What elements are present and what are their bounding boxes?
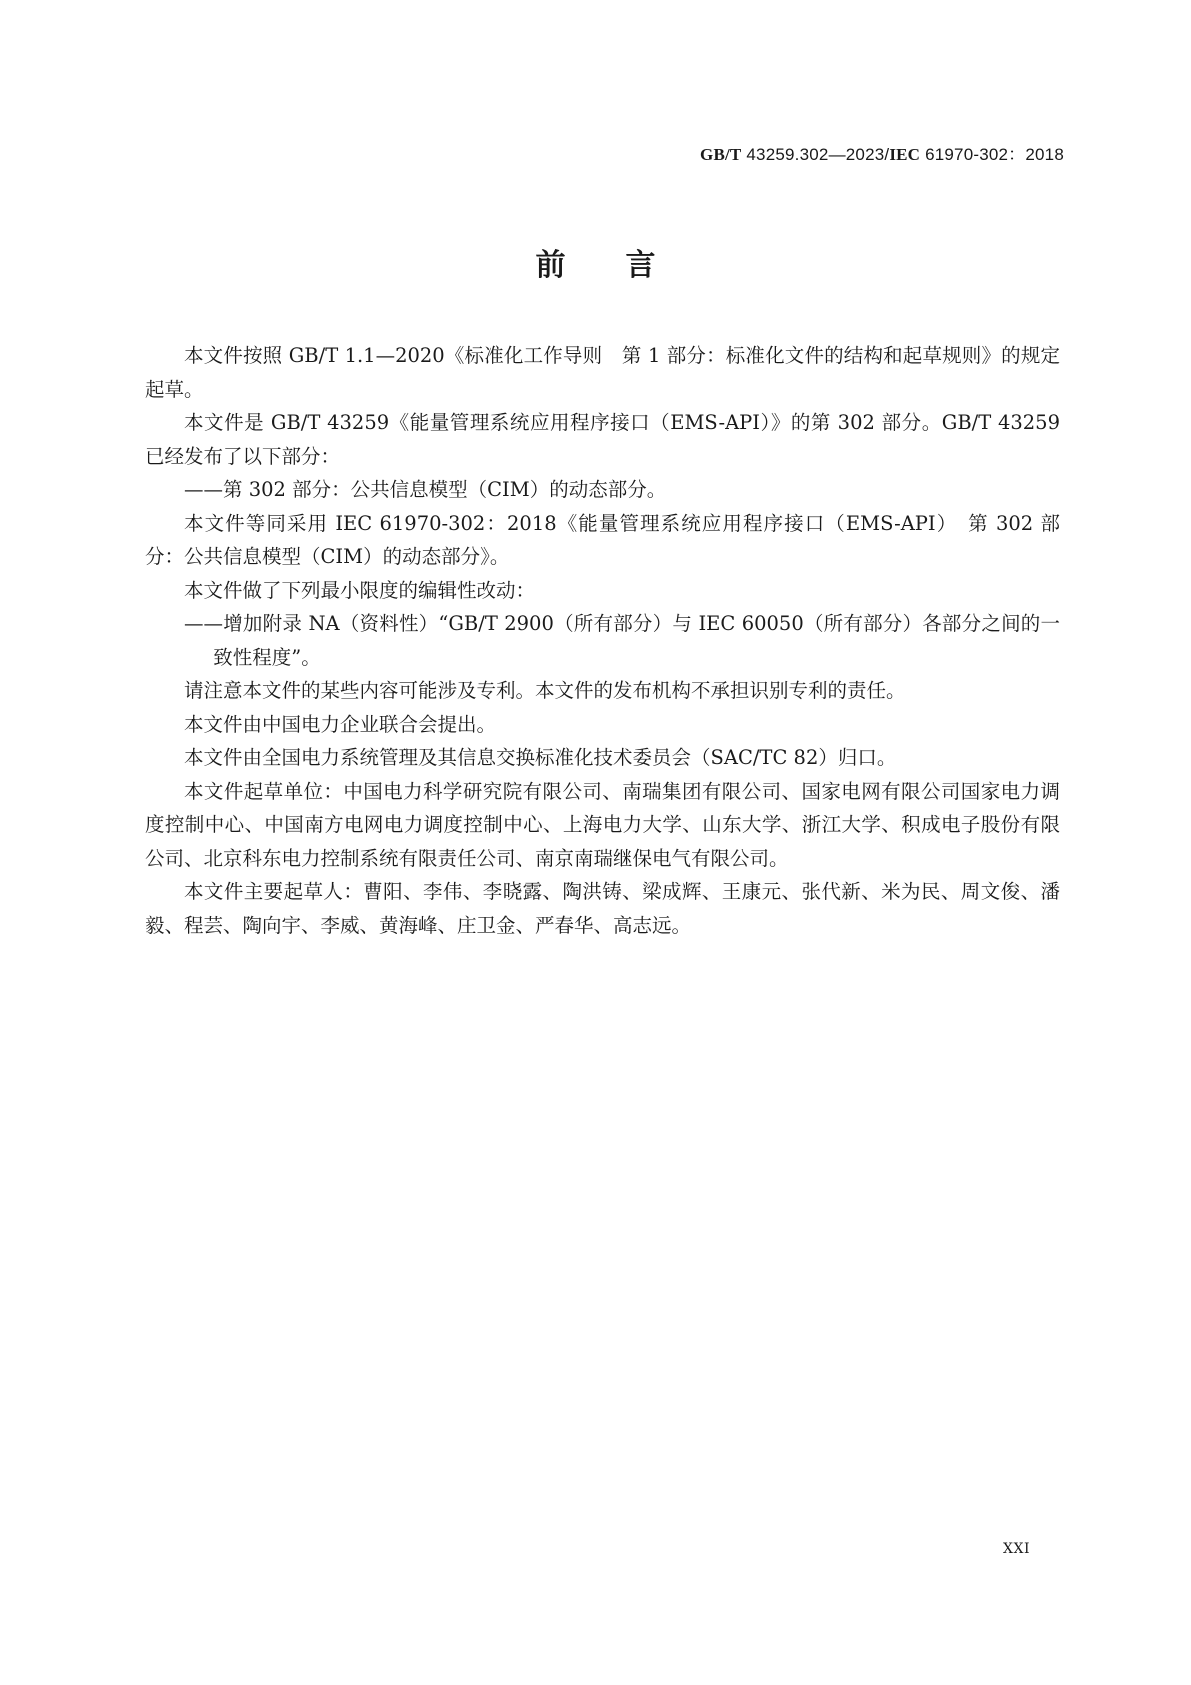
document-code: [700, 140, 1064, 165]
paragraph-responsible-committee: 本文件由全国电力系统管理及其信息交换标准化技术委员会（SAC/TC 82）归口。: [184, 746, 897, 769]
paragraph-series-part: 本文件是 GB/T 43259《能量管理系统应用程序接口（EMS-API）》的第 302 部分。GB/T 43259已经发布了以下部分：: [145, 411, 1060, 468]
page-title: 前言: [535, 248, 716, 283]
list-item-annex-na: ——增加附录 NA（资料性）“GB/T 2900（所有部分）与 IEC 60050（所有部分）各部分之间的一致性程度”。: [184, 612, 1060, 669]
document-code-number: 43259.302—2023/: [741, 145, 890, 164]
paragraph-patent-notice: 请注意本文件的某些内容可能涉及专利。本文件的发布机构不承担识别专利的责任。: [184, 679, 906, 702]
document-code-iec-number: 61970-302：2018: [920, 145, 1064, 164]
paragraph-proposed-by: 本文件由中国电力企业联合会提出。: [184, 712, 497, 736]
paragraph-drafting-units: 本文件起草单位：中国电力科学研究院有限公司、南瑞集团有限公司、国家电网有限公司国家电力调度控制中心、中国南方电网电力调度控制中心、上海电力大学、山东大学、浙江大学、积成电子股份有限公司、北京科东电力控制系统有限责任公司、南京南瑞继保电气有限公司。: [145, 779, 1060, 870]
paragraph-drafting-rules: 本文件按照 GB/T 1.1—2020《标准化工作导则 第 1 部分：标准化文件的结构和起草规则》的规定起草。: [145, 344, 1060, 401]
foreword-body: [145, 339, 1060, 942]
paragraph-drafters: 本文件主要起草人：曹阳、李伟、李晓露、陶洪铸、梁成辉、王康元、张代新、米为民、周文俊、潘毅、程芸、陶向宇、李威、黄海峰、庄卫金、严春华、高志远。: [145, 880, 1060, 937]
document-code-iec: IEC: [889, 145, 921, 164]
paragraph-editorial-changes: 本文件做了下列最小限度的编辑性改动：: [184, 578, 536, 602]
document-code-gbt: GB/T: [700, 145, 742, 164]
page-number: XXI: [1003, 1541, 1030, 1557]
paragraph-equivalent-adoption: 本文件等同采用 IEC 61970-302：2018《能量管理系统应用程序接口（EMS-API） 第 302 部分：公共信息模型（CIM）的动态部分》。: [145, 511, 1060, 568]
list-item-published-part: ——第 302 部分：公共信息模型（CIM）的动态部分。: [184, 478, 667, 501]
